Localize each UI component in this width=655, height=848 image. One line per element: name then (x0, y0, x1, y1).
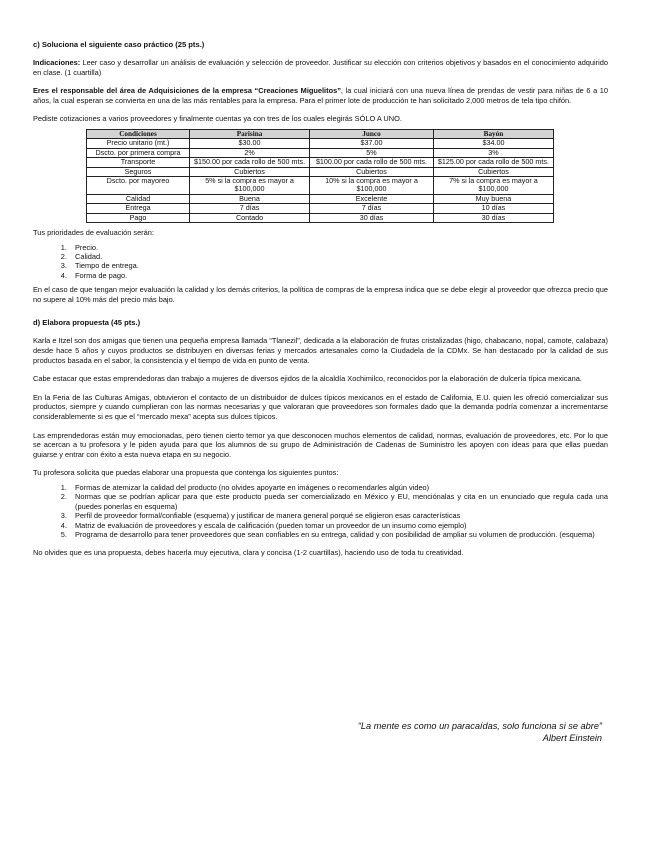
case-intro-text: , la cual iniciará con una nueva línea de prendas de vestir para niñas de 6 a 10 años, la cual esperan se convierta en una de las más rentables para la empresa. Para el primer lote de producción te han solicitado 2,000 metros de tela tipo chifón. (33, 86, 608, 105)
list-item: 1. Precio. (69, 243, 608, 252)
case-intro-bold: Eres el responsable del área de Adquisiciones de la empresa “Creaciones Miguelitos” (33, 86, 341, 96)
case-paragraph: En la Feria de las Culturas Amigas, obtuvieron el contacto de un distribuidor de dulces típicos mexicanos en el estado de California, E.U. quien les ofreció comercializar sus productos, siempre y cuando cumplieran con las normas necesarias y que valoraran que proveedores son formales dado que la demanda podría comenzar a incrementarse considerablemente si es que el “mercado mexa” acepta sus dulces típicos. (33, 392, 608, 421)
case-intro-paragraph (33, 86, 608, 105)
priorities-list (33, 243, 608, 281)
table-cell: Dscto. por primera compra (87, 148, 190, 157)
table-cell: Cubiertos (433, 167, 553, 176)
list-item: 2. Calidad. (69, 252, 608, 261)
table-cell: 2% (190, 148, 310, 157)
table-cell: 30 días (433, 213, 553, 222)
table-cell: 7% si la compra es mayor a $100,000 (433, 177, 553, 195)
table-cell: 3% (433, 148, 553, 157)
section-c-title: c) Soluciona el siguiente caso práctico (25 pts.) (33, 40, 205, 49)
table-row (87, 177, 554, 195)
priorities-label: Tus prioridades de evaluación serán: (33, 228, 154, 238)
table-cell: Precio unitario (mt.) (87, 139, 190, 148)
table-row (87, 213, 554, 222)
instructions-paragraph (33, 58, 608, 77)
proposal-points-list (33, 483, 608, 539)
table-cell: $30.00 (190, 139, 310, 148)
list-item: 4. Forma de pago. (69, 271, 608, 280)
list-item: 5. Programa de desarrollo para tener proveedores que sean confiables en su entrega, calidad y con posibilidad de ampliar su volumen de producción. (esquema) (69, 530, 608, 539)
table-cell: $37.00 (310, 139, 434, 148)
table-cell: 10% si la compra es mayor a $100,000 (310, 177, 434, 195)
list-item: 3. Perfil de proveedor formal/confiable (esquema) y justificar de manera general porqué se eligieron esas características (69, 511, 608, 520)
table-cell: Entrega (87, 204, 190, 213)
quote-text: “La mente es como un paracaídas, solo funciona si se abre” (357, 721, 602, 731)
table-cell: 10 días (433, 204, 553, 213)
quote-author: Albert Einstein (542, 733, 602, 743)
list-item: 4. Matriz de evaluación de proveedores y escala de calificación (pueden tomar un proveedor de un insumo como ejemplo) (69, 521, 608, 530)
table-cell: $100.00 por cada rollo de 500 mts. (310, 158, 434, 167)
document-page (33, 40, 608, 558)
case-paragraph: Tu profesora solicita que puedas elaborar una propuesta que contenga los siguientes puntos: (33, 468, 339, 478)
policy-paragraph: En el caso de que tengan mejor evaluación la calidad y los demás criterios, la política de compras de la empresa indica que se debe elegir al proveedor que ofrezca precio que no supere al 10% más del precio más bajo. (33, 285, 608, 304)
table-cell: 5% si la compra es mayor a $100,000 (190, 177, 310, 195)
table-row (87, 139, 554, 148)
list-item: 1. Formas de atemizar la calidad del producto (no olvides apoyarte en imágenes o recomendarles algún video) (69, 483, 608, 492)
case-paragraph: Las emprendedoras están muy emocionadas, pero tienen cierto temor ya que desconocen muchos elementos de calidad, normas, evaluación de proveedores, etc. Por lo que se acercan a tu profesora y le piden ayuda para que los alumnos de su grupo de Administración de Cadenas de Suministro les apoyen con ideas para que ellas puedan guiarse y entrar con éxito a esta nueva etapa en su negocio. (33, 430, 608, 459)
quote-block (358, 720, 602, 744)
table-cell: Seguros (87, 167, 190, 176)
instructions-text: Leer caso y desarrollar un análisis de evaluación y selección de proveedor. Justificar su elección con criterios objetivos y basados en el conocimiento adquirido en clase. (1 cuartilla) (33, 58, 608, 77)
table-cell: $150.00 por cada rollo de 500 mts. (190, 158, 310, 167)
case-paragraph: Karla e Itzel son dos amigas que tienen una pequeña empresa llamada “Tlanezil”, dedicada a la elaboración de frutas cristalizadas (higo, chabacano, nopal, camote, calabaza) desde hace 5 años y cuyos productos se distribuyen en diversas ferias y mercados artesanales como la Ciudadela de la CDMx. Se han destacado por la calidad de sus productos basada en el sabor, la consistencia y el tiempo de vida en punto de venta. (33, 336, 608, 365)
table-header-cell: Bayón (433, 129, 553, 138)
table-header-cell: Condiciones (87, 129, 190, 138)
table-cell: Contado (190, 213, 310, 222)
table-row (87, 204, 554, 213)
table-cell: Transporte (87, 158, 190, 167)
list-item: 2. Normas que se podrían aplicar para que este producto pueda ser comercializado en México y EU, menciónalas y cita en un enunciado que regula cada una (puedes ponerlas en esquema) (69, 492, 608, 511)
table-cell: Cubiertos (310, 167, 434, 176)
table-cell: Dscto. por mayoreo (87, 177, 190, 195)
table-cell: Muy buena (433, 194, 553, 203)
table-cell: Buena (190, 194, 310, 203)
table-header-cell: Junco (310, 129, 434, 138)
supplier-comparison-table (86, 129, 554, 223)
table-body (87, 139, 554, 223)
table-cell: Calidad (87, 194, 190, 203)
list-item: 3. Tiempo de entrega. (69, 261, 608, 270)
table-cell: $125.00 por cada rollo de 500 mts. (433, 158, 553, 167)
table-header-cell: Parisina (190, 129, 310, 138)
case-paragraph: Cabe estacar que estas emprendedoras dan trabajo a mujeres de diversos ejidos de la alcaldía Xochimilco, reconocidos por la elaboración de dulcería típica mexicana. (33, 374, 582, 384)
instructions-label: Indicaciones: (33, 58, 81, 67)
table-cell: Pago (87, 213, 190, 222)
table-cell: 30 días (310, 213, 434, 222)
table-cell: 7 días (310, 204, 434, 213)
quotes-paragraph: Pediste cotizaciones a varios proveedores y finalmente cuentas ya con tres de los cuales elegirás SÓLO A UNO. (33, 114, 402, 124)
section-d-title: d) Elabora propuesta (45 pts.) (33, 318, 141, 328)
table-cell: $34.00 (433, 139, 553, 148)
closing-paragraph: No olvides que es una propuesta, debes hacerla muy ejecutiva, clara y concisa (1-2 cuartillas), haciendo uso de toda tu creatividad. (33, 548, 464, 558)
table-cell: Excelente (310, 194, 434, 203)
table-cell: 7 días (190, 204, 310, 213)
table-row (87, 158, 554, 167)
table-cell: 5% (310, 148, 434, 157)
table-cell: Cubiertos (190, 167, 310, 176)
